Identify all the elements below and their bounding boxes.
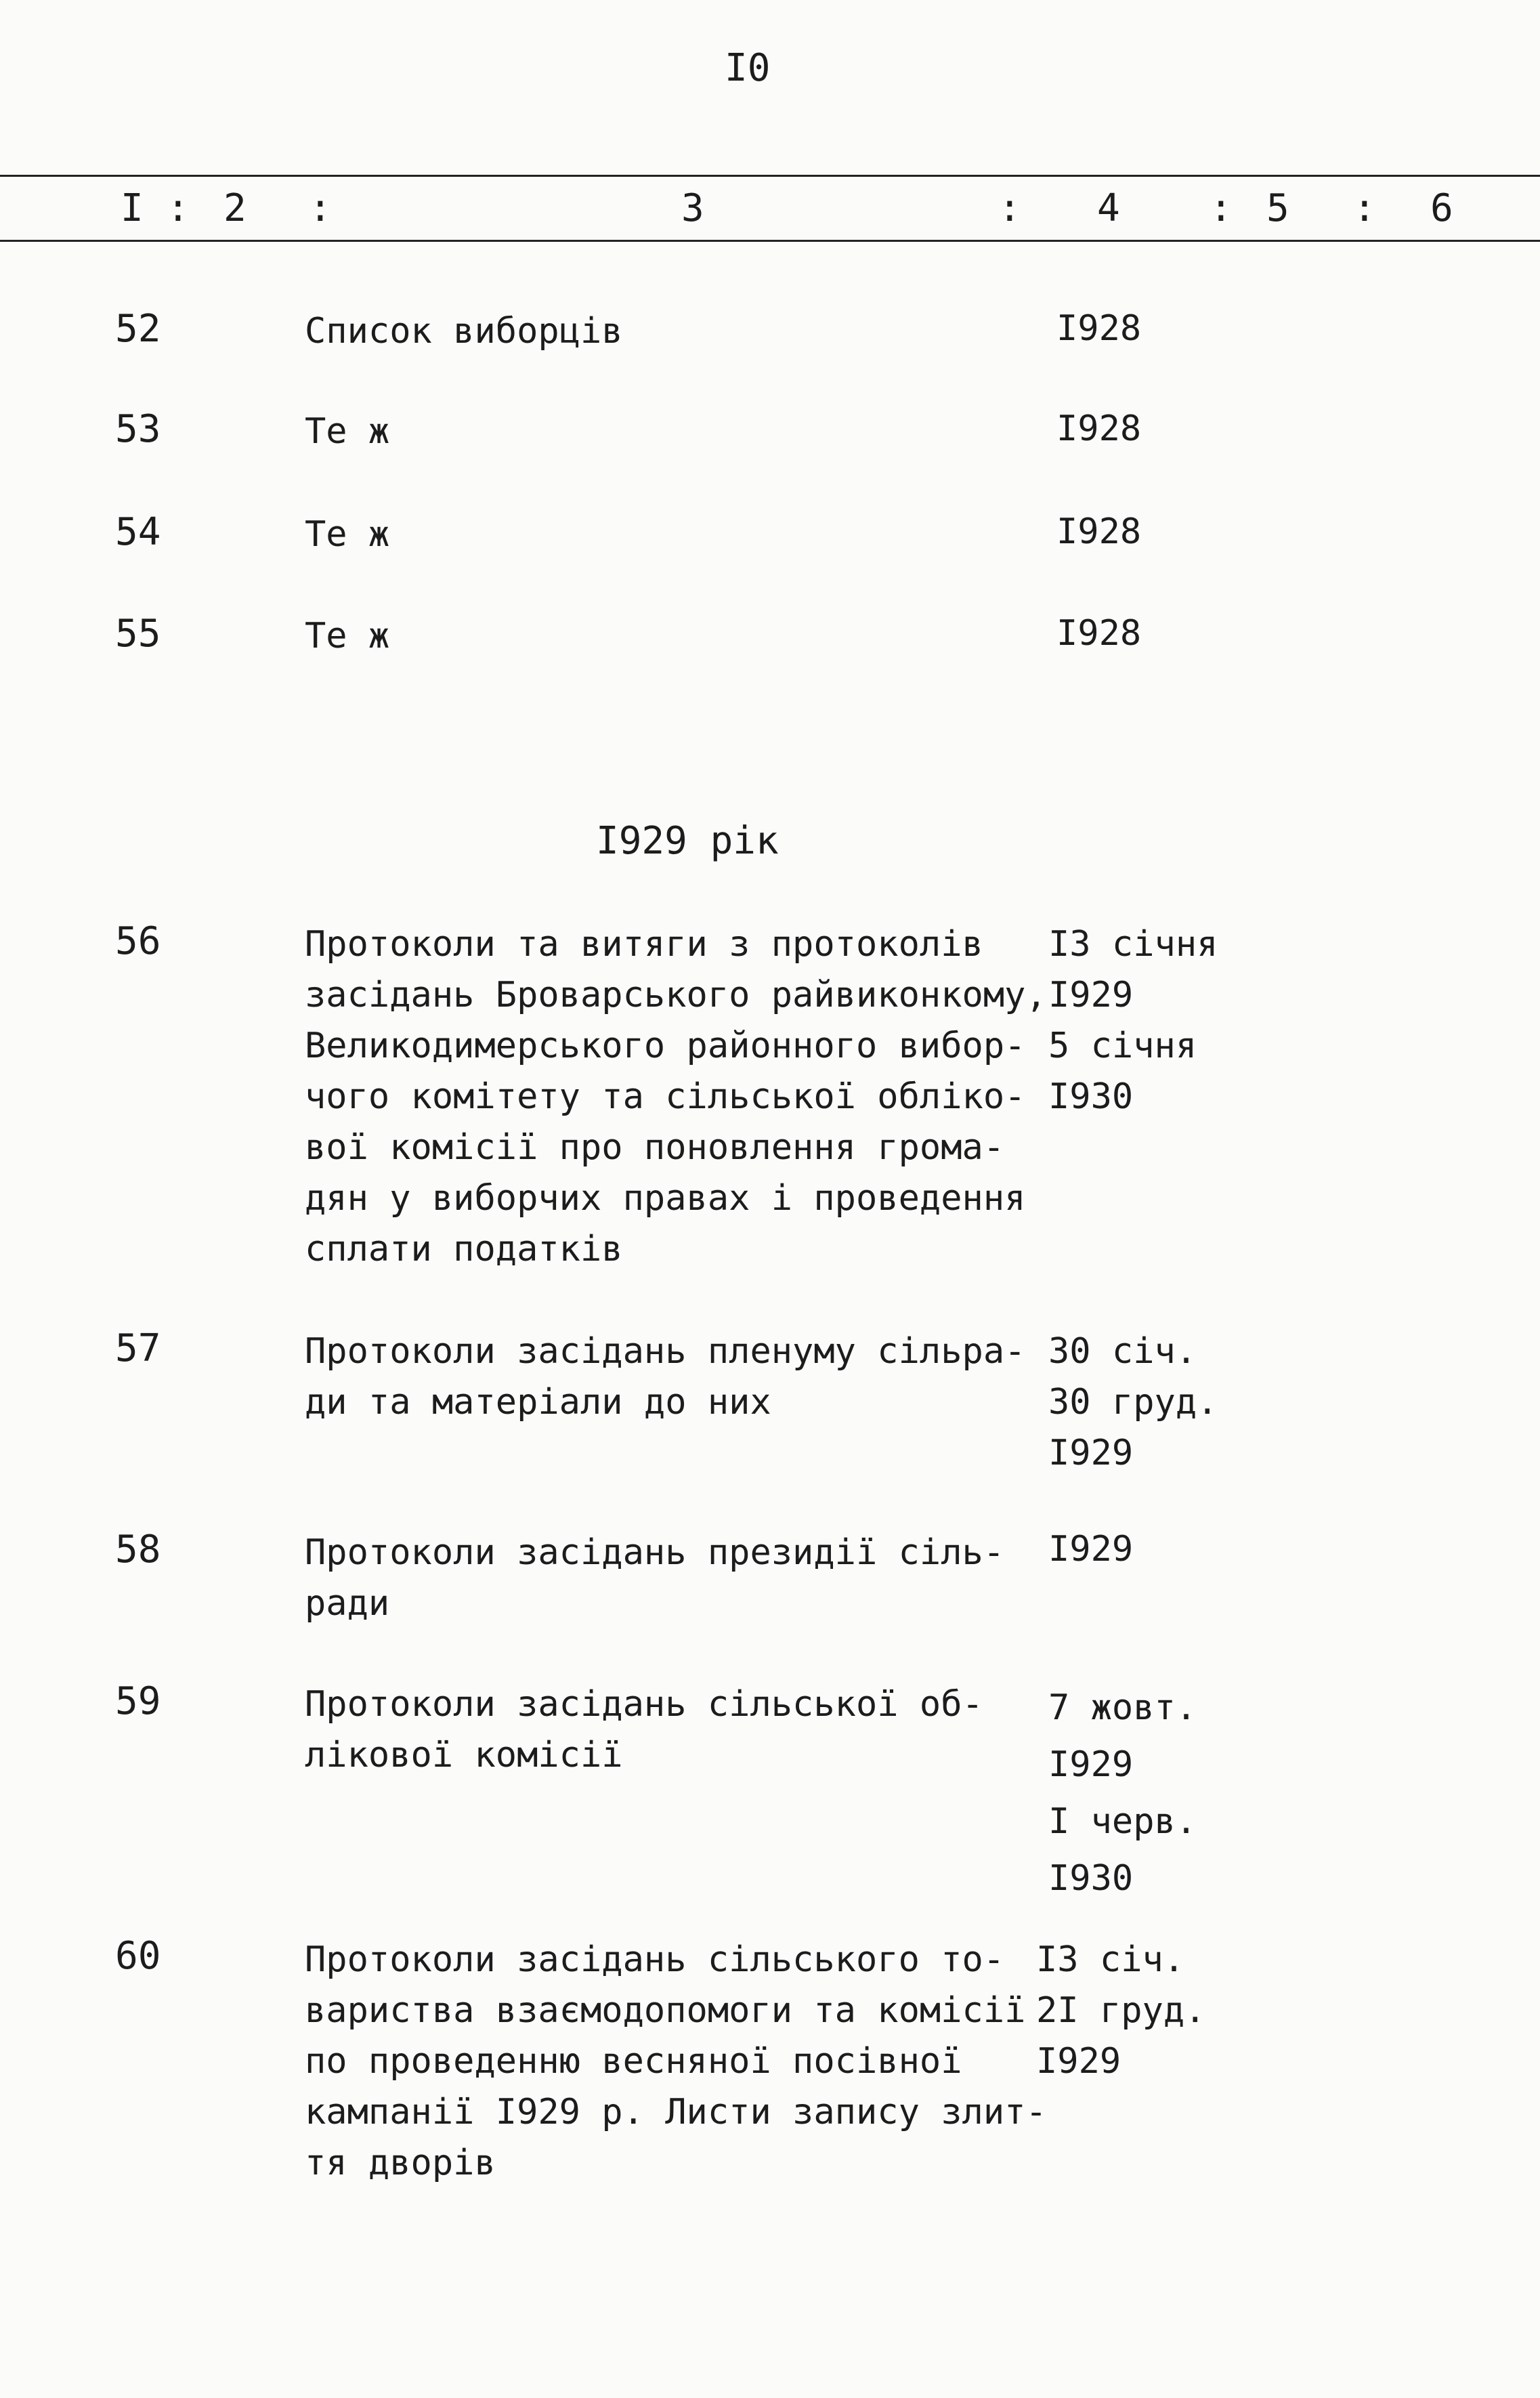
row-number-58: 58 [115, 1528, 161, 1572]
row-date-56: I3 січня I929 5 січня I930 [1048, 924, 1218, 1117]
column-separator-4: : [1210, 186, 1233, 230]
column-separator-3: : [998, 186, 1021, 230]
row-date-60: I3 січ. 2I груд. I929 [1036, 1939, 1206, 2082]
row-description-52: Список виборців [305, 311, 623, 352]
column-separator-5: : [1353, 186, 1376, 230]
column-separator-2: : [309, 186, 332, 230]
header-top-rule [0, 175, 1540, 177]
row-date-53: I928 [1056, 408, 1142, 449]
row-description-53: Те ж [305, 411, 390, 452]
column-header-3: 3 [681, 186, 704, 230]
column-header-4: 4 [1097, 186, 1120, 230]
row-number-56: 56 [115, 919, 161, 963]
column-header-5: 5 [1266, 186, 1289, 230]
row-description-60: Протоколи засідань сільського то- вариства взаємодопомоги та комісії по проведенню весняної посівної кампанії I929 р. Листи запису злит- тя дворів [305, 1939, 1047, 2183]
row-date-57: 30 січ. 30 груд. I929 [1048, 1331, 1218, 1473]
row-date-58: I929 [1048, 1529, 1134, 1570]
row-number-57: 57 [115, 1326, 161, 1370]
row-number-59: 59 [115, 1679, 161, 1723]
row-description-56: Протоколи та витяги з протоколів засідань Броварського райвиконкому, Великодимерського районного вибор- чого комітету та сільської обліко- вої комісії про поновлення грома- дян у виборчих правах і проведення сплати податків [305, 924, 1047, 1269]
row-date-54: I928 [1056, 511, 1142, 552]
column-separator-1: : [167, 186, 190, 230]
row-number-54: 54 [115, 510, 161, 554]
row-date-59: 7 жовт. I929 I черв. I930 [1048, 1687, 1197, 1899]
row-description-55: Те ж [305, 616, 390, 656]
year-heading: I929 рік [596, 819, 779, 863]
row-number-60: 60 [115, 1934, 161, 1978]
row-description-59: Протоколи засідань сільської об- лікової комісії [305, 1684, 983, 1775]
row-date-55: I928 [1056, 613, 1142, 654]
header-bottom-rule [0, 240, 1540, 242]
row-description-57: Протоколи засідань пленуму сільра- ди та матеріали до них [305, 1331, 1026, 1423]
row-number-52: 52 [115, 307, 161, 351]
column-header-6: 6 [1430, 186, 1453, 230]
row-description-58: Протоколи засідань президії сіль- ради [305, 1532, 1005, 1624]
row-description-54: Те ж [305, 514, 390, 555]
page-number: I0 [725, 46, 771, 90]
column-header-2: 2 [223, 186, 247, 230]
column-header-1: I [121, 186, 144, 230]
row-number-53: 53 [115, 407, 161, 451]
row-date-52: I928 [1056, 308, 1142, 349]
row-number-55: 55 [115, 612, 161, 656]
